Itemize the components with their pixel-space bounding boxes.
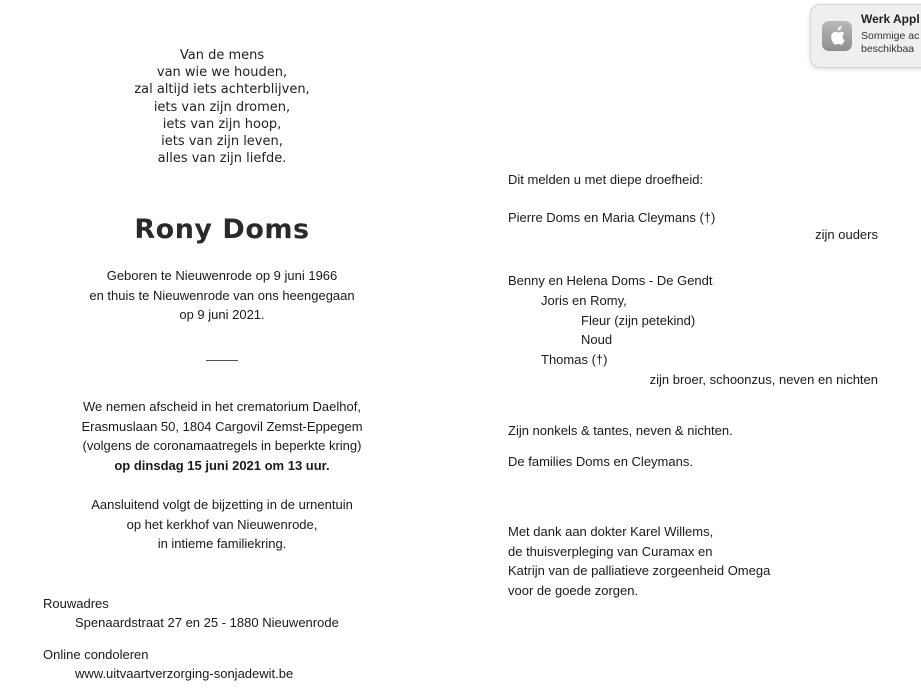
announcement: Dit melden u met diepe droefheid: <box>508 172 704 187</box>
notification-title: Werk Appl <box>861 12 920 26</box>
deceased-name: Rony Doms <box>134 214 310 245</box>
poem-line: van wie we houden, <box>156 65 288 81</box>
family-line: Joris en Romy, <box>541 293 627 308</box>
divider <box>206 360 238 361</box>
birth-line: op 9 juni 2021. <box>179 307 265 323</box>
thanks-line: Katrijn van de palliatieve zorgeenheid Omega <box>508 563 771 579</box>
family-line: Benny en Helena Doms - De Gendt <box>508 273 713 288</box>
notification-body <box>861 30 919 56</box>
apple-icon <box>822 21 852 51</box>
family-line: Noud <box>581 332 613 347</box>
family-line: Thomas (†) <box>541 352 608 367</box>
poem-line: iets van zijn dromen, <box>153 99 291 115</box>
thanks-line: voor de goede zorgen. <box>508 582 639 598</box>
notification-line: Sommige ac <box>861 30 920 42</box>
birth-line: Geboren te Nieuwenrode op 9 juni 1966 <box>106 268 338 283</box>
poem-line: alles van zijn liefde. <box>157 151 287 167</box>
notification-line: beschikbaa <box>861 43 915 55</box>
farewell-line: (volgens de coronamaatregels in beperkte kring) <box>82 438 362 454</box>
condolence-label: Online condoleren <box>43 647 149 662</box>
address: Spenaardstraat 27 en 25 - 1880 Nieuwenrode <box>75 615 339 630</box>
parents-relation: zijn ouders <box>815 227 878 242</box>
burial-line: op het kerkhof van Nieuwenrode, <box>126 516 318 532</box>
birth-info <box>20 266 424 325</box>
condolence-link[interactable]: www.uitvaartverzorging-sonjadewit.be <box>75 666 294 681</box>
poem-line: zal altijd iets achterblijven, <box>134 82 310 98</box>
address-label: Rouwadres <box>43 596 109 611</box>
farewell-info <box>20 397 424 476</box>
notification-banner[interactable] <box>810 4 921 68</box>
farewell-line: We nemen afscheid in het crematorium Daelhof, <box>83 399 361 414</box>
parents: Pierre Doms en Maria Cleymans (†) <box>508 210 716 225</box>
poem-line: Van de mens <box>179 48 265 63</box>
burial-line: in intieme familiekring. <box>157 536 287 552</box>
thanks <box>508 522 770 600</box>
uncles-line: Zijn nonkels & tantes, neven & nichten. <box>508 423 733 438</box>
burial-line: Aansluitend volgt de bijzetting in de urnentuin <box>91 497 353 512</box>
farewell-date: op dinsdag 15 juni 2021 om 13 uur. <box>114 458 330 474</box>
poem-line: iets van zijn leven, <box>161 134 283 150</box>
thanks-line: Met dank aan dokter Karel Willems, <box>508 524 714 539</box>
poem <box>90 47 354 167</box>
farewell-line: Erasmuslaan 50, 1804 Cargovil Zemst-Eppegem <box>81 418 363 434</box>
poem-line: iets van zijn hoop, <box>162 116 282 132</box>
birth-line: en thuis te Nieuwenrode van ons heengegaan <box>89 287 355 303</box>
families-line: De families Doms en Cleymans. <box>508 454 693 469</box>
family-relation: zijn broer, schoonzus, neven en nichten <box>649 372 878 387</box>
thanks-line: de thuisverpleging van Curamax en <box>508 543 713 559</box>
family-line: Fleur (zijn petekind) <box>581 313 696 328</box>
burial-info <box>20 495 424 554</box>
